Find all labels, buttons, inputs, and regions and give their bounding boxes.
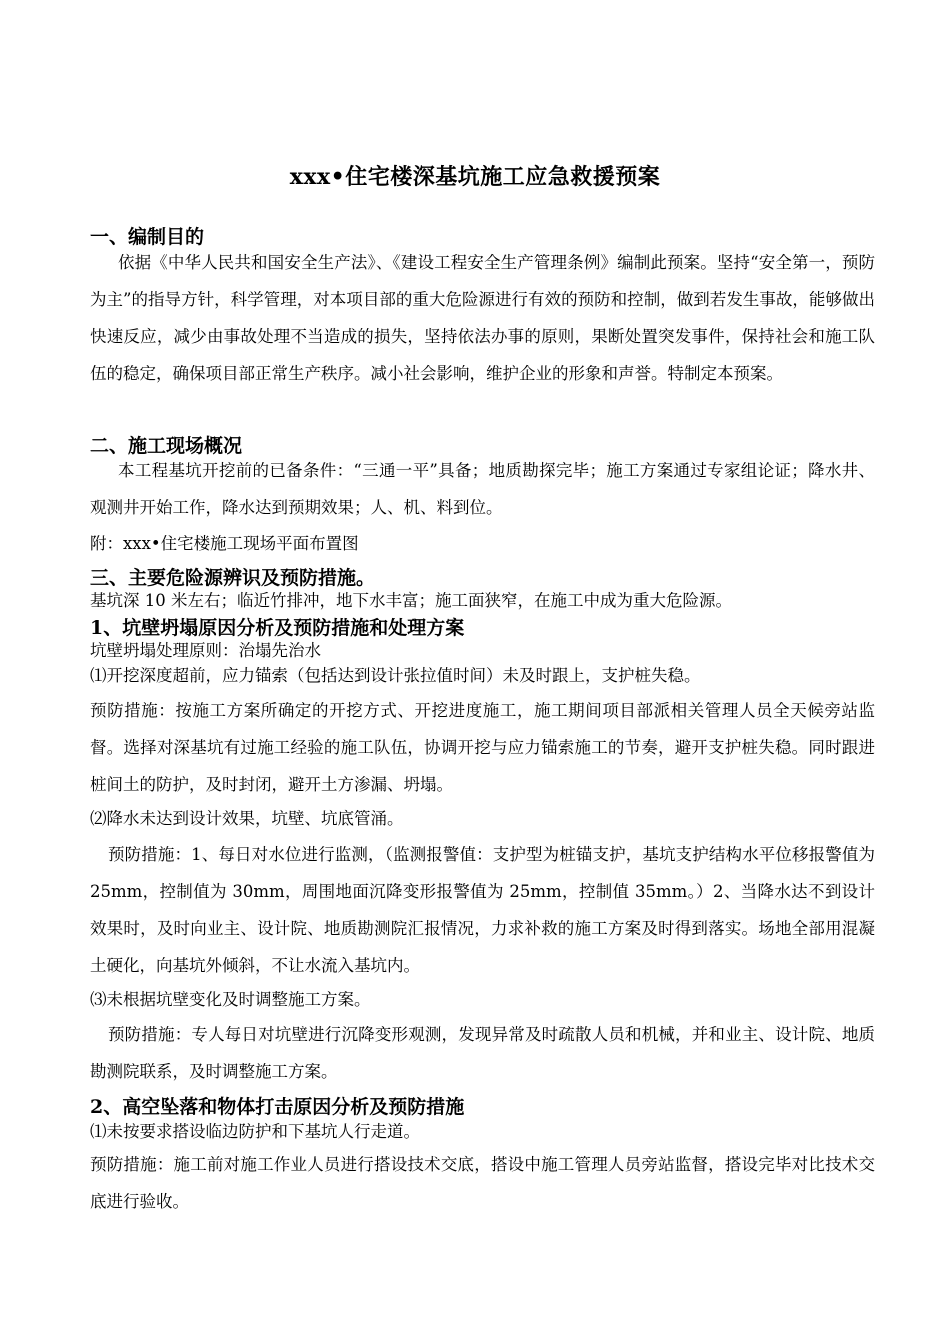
- collapse-cause-2: ⑵降水未达到设计效果，坑壁、坑底管涌。: [90, 809, 404, 828]
- collapse-measure-2: 预防措施：1、每日对水位进行监测，（监测报警值：支护型为桩锚支护，基坑支护结构水平位移报警值为 25mm，控制值为 30mm，周围地面沉降变形报警值为 25mm，控制值 35mm。）2、当降水达不到设计效果时，及时向业主、设计院、地质勘测院汇报情况，力求补救的施工方案及时得到落实。场地全部用混凝土硬化，向基坑外倾斜，不让水流入基坑内。: [90, 845, 875, 975]
- collapse-measure-1: 预防措施：按施工方案所确定的开挖方式、开挖进度施工，施工期间项目部派相关管理人员全天候旁站监督。选择对深基坑有过施工经验的施工队伍，协调开挖与应力锚索施工的节奏，避开支护桩失稳。同时跟进桩间土的防护，及时封闭，避开土方渗漏、坍塌。: [90, 701, 875, 794]
- section-body-site-overview: 本工程基坑开挖前的已备条件：“三通一平”具备；地质勘探完毕；施工方案通过专家组论证；降水井、观测井开始工作，降水达到预期效果；人、机、料到位。: [90, 461, 875, 517]
- document-title: xxx•住宅楼深基坑施工应急救援预案: [289, 164, 661, 190]
- collapse-cause-3: ⑶未根据坑壁变化及时调整施工方案。: [90, 990, 371, 1009]
- subsection-heading-collapse: 1、坑壁坍塌原因分析及预防措施和处理方案: [90, 617, 465, 639]
- section-body-purpose: 依据《中华人民共和国安全生产法》、《建设工程安全生产管理条例》编制此预案。坚持“安全第一，预防为主”的指导方针，科学管理，对本项目部的重大危险源进行有效的预防和控制，做到若发生事故，能够做出快速反应，减少由事故处理不当造成的损失，坚持依法办事的原则，果断处置突发事件，保持社会和施工队伍的稳定，确保项目部正常生产秩序。减小社会影响，维护企业的形象和声誉。特制定本预案。: [90, 253, 875, 383]
- section-heading-purpose: 一、编制目的: [90, 226, 205, 248]
- subsection-heading-falls: 2、高空坠落和物体打击原因分析及预防措施: [90, 1096, 465, 1118]
- attachment-note: 附：xxx•住宅楼施工现场平面布置图: [90, 534, 359, 553]
- falls-cause-1: ⑴未按要求搭设临边防护和下基坑人行走道。: [90, 1122, 420, 1141]
- collapse-cause-1: ⑴开挖深度超前，应力锚索（包括达到设计张拉值时间）未及时跟上，支护桩失稳。: [90, 666, 701, 685]
- collapse-principle: 坑壁坍塌处理原则：治塌先治水: [90, 641, 321, 660]
- section-heading-hazards: 三、主要危险源辨识及预防措施。: [90, 567, 376, 589]
- falls-measure-1: 预防措施：施工前对施工作业人员进行搭设技术交底，搭设中施工管理人员旁站监督，搭设完毕对比技术交底进行验收。: [90, 1155, 875, 1211]
- collapse-measure-3: 预防措施：专人每日对坑壁进行沉降变形观测，发现异常及时疏散人员和机械，并和业主、设计院、地质勘测院联系，及时调整施工方案。: [90, 1025, 875, 1081]
- section-body-hazards: 基坑深 10 米左右；临近竹排冲，地下水丰富；施工面狭窄，在施工中成为重大危险源。: [90, 591, 732, 610]
- section-heading-site-overview: 二、施工现场概况: [90, 435, 243, 457]
